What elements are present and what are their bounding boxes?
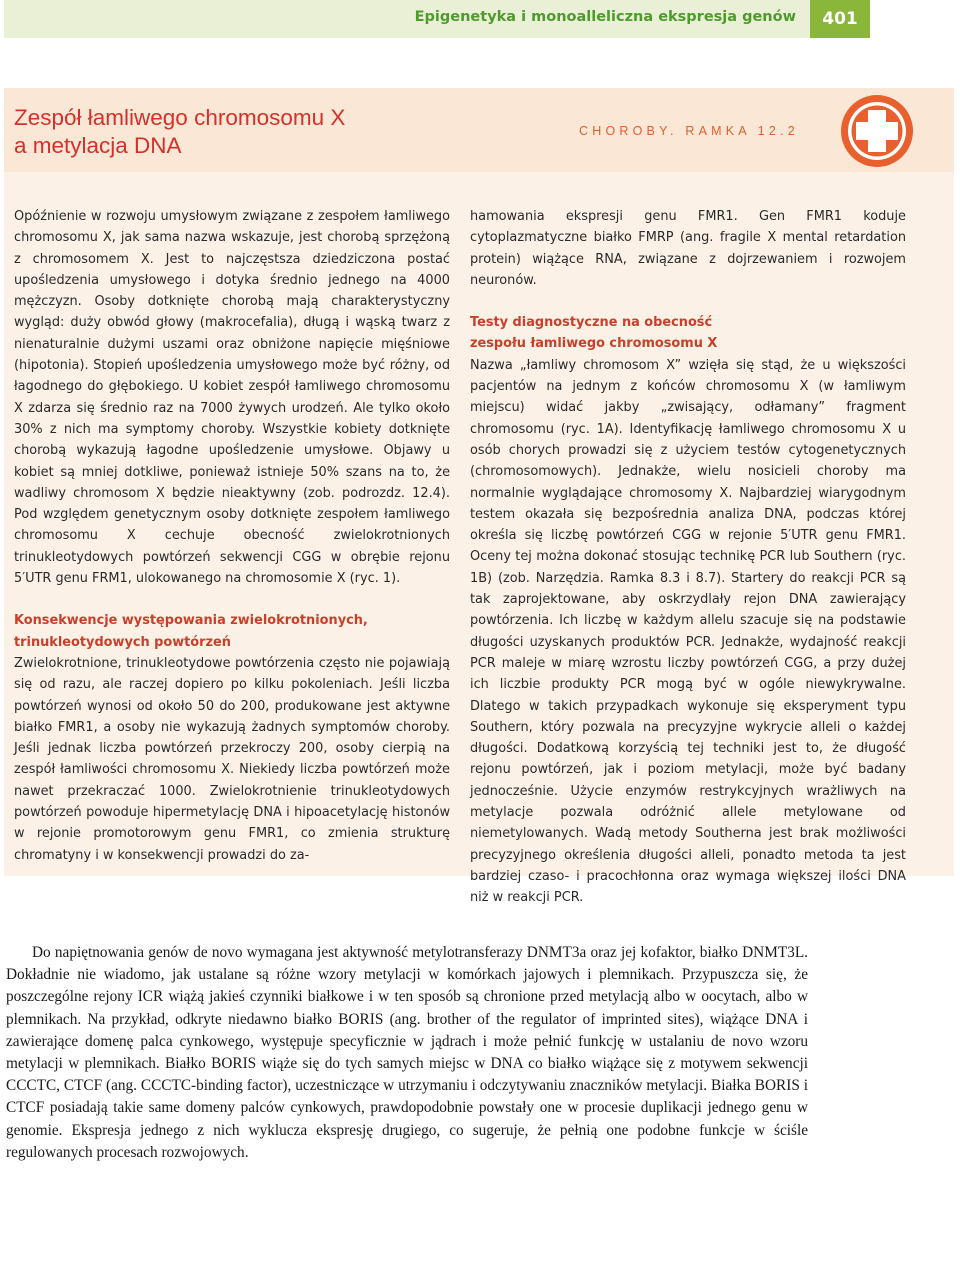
medical-cross-icon bbox=[839, 93, 915, 169]
box-label: CHOROBY. RAMKA 12.2 bbox=[579, 124, 799, 138]
box-title-line2: a metylacja DNA bbox=[14, 133, 182, 158]
box-title-line1: Zespół łamliwego chromosomu X bbox=[14, 105, 346, 130]
running-head-bar bbox=[4, 0, 810, 38]
box-paragraph: Opóźnienie w rozwoju umysłowym związane z zespołem łamliwego chromosomu X, jak sama nazwa wskazuje, jest chorobą sprzężoną z chromosomem X. Jest to najczęstsza dziedziczona postać upośledzenia umysłowego i dotyka średnio jednego na 4000 mężczyzn. Osoby dotknięte chorobą mają charakterystyczny wygląd: duży obwód głowy (makrocefalia), długą i wąską twarz z nienaturalnie dużymi uszami oraz obniżone napięcie mięśniowe (hipotonia). Stopień upośledzenia umysłowego może być różny, od łagodnego do głębokiego. U kobiet zespół łamliwego chromosomu X zdarza się średnio raz na 7000 żywych urodzeń. Ale tylko około 30% z nich ma symptomy choroby. Wszystkie kobiety dotknięte chorobą wykazują łagodne upośledzenie umysłowe. Objawy u kobiet są mniej dotkliwe, ponieważ istnieje 50% szans na to, że wadliwy chromosom X będzie nieaktywny (zob. podrozdz. 12.4). Pod względem genetycznym osoby dotknięte zespołem łamliwego chromosomu X cechuje obecność zwielokrotnionych trinukleotydowych powtórzeń sekwencji CGG w obrębie rejonu 5′UTR genu FRM1, ulokowanego na chromosomie X (ryc. 1). bbox=[14, 209, 450, 587]
box-heading-line1: Konsekwencje występowania zwielokrotnionych, bbox=[14, 613, 368, 629]
box-section-heading bbox=[14, 610, 450, 653]
disease-box bbox=[4, 88, 954, 906]
box-heading-line2: zespołu łamliwego chromosomu X bbox=[470, 336, 718, 352]
box-heading-line1: Testy diagnostyczne na obecność bbox=[470, 315, 713, 331]
box-paragraph: Nazwa „łamliwy chromosom X” wzięła się stąd, że u większości pacjentów na jednym z końców chromosomu X (w łamliwym miejscu) widać jakby „zwisający, odłamany” fragment chromosomu (ryc. 1A). Identyfikację łamliwego chromosomu X u osób chorych prowadzi się z użyciem testów cytogenetycznych (chromosomowych). Jednakże, wielu nosicieli choroby ma normalnie wyglądające chromosomy X. Najbardziej wiarygodnym testem okazała się bezpośrednia analiza DNA, podczas której określa się liczbę powtórzeń CGG w rejonie 5′UTR genu FMR1. Oceny tej można dokonać stosując technikę PCR lub Southern (ryc. 1B) (zob. Narzędzia. Ramka 8.3 i 8.7). Startery do reakcji PCR są tak zaprojektowane, aby oskrzydlały rejon DNA zawierający powtórzenia. Ich liczbę w każdym allelu szacuje się na podstawie długości uzyskanych produktów PCR. Jednakże, wydajność reakcji PCR maleje w miarę wzrostu liczby powtórzeń CGG, a przy dużej ich liczbie produkty PCR mogą być w ogóle niewykrywalne. Dlatego w takich przypadkach wykonuje się eksperyment typu Southern, który pozwala na precyzyjne wykrycie alleli o każdej długości. Dodatkową korzyścią tej techniki jest to, że długość rejonu powtórzeń, jak i poziom metylacji, może być badany jednocześnie. Użycie enzymów restrykcyjnych wrażliwych na metylacje pozwala odróżnić allele metylowane od niemetylowanych. Wadą metody Southerna jest brak możliwości precyzyjnego określenia długości alleli, ponadto metoda ta jest bardziej czaso- i pracochłonna oraz wymaga większej ilości DNA niż w reakcji PCR. bbox=[470, 357, 906, 906]
box-heading-line2: trinukleotydowych powtórzeń bbox=[14, 634, 231, 650]
main-paragraph bbox=[6, 942, 808, 1164]
box-title bbox=[14, 104, 345, 160]
box-paragraph: hamowania ekspresji genu FMR1. Gen FMR1 koduje cytoplazmatyczne białko FMRP (ang. fragile X mental retardation protein) wiążące RNA, związane z dojrzewaniem i rozwojem neuronów. bbox=[470, 209, 906, 288]
main-paragraph-text: Do napiętnowania genów de novo wymagana jest aktywność metylotransferazy DNMT3a oraz jej kofaktor, białko DNMT3L. Dokładnie nie wiadomo, jak ustalane są różne wzory metylacji w komórkach jajowych i plemnikach. Przypuszcza się, że poszczególne rejony ICR wiążą jakieś czynniki białkowe i w ten sposób są chronione przed metylacją albo w oocytach, albo w plemnikach. Na przykład, odkryte niedawno białko BORIS (ang. brother of the regulator of imprinted sites), wiążące DNA i zawierające domenę palca cynkowego, występuje specyficznie w jądrach i może pełnić funkcję w ustalaniu de novo wzoru metylacji w plemnikach. Białko BORIS wiąże się do tych samych miejsc w DNA co białko wiążące się z motywem sekwencji CCCTC, CTCF (ang. CCCTC-binding factor), uczestniczące w utrzymaniu i odczytywaniu znaczników metylacji. Białka BORIS i CTCF posiadają takie same domeny palców cynkowych, prawdopodobnie powstały one w procesie duplikacji jednego genu w genomie. Ekspresja jednego z nich wyklucza ekspresję drugiego, co sugeruje, że pełnią one podobne funkcje w ściśle regulowanych procesach rozwojowych. bbox=[6, 944, 808, 1161]
box-title-band bbox=[4, 88, 954, 172]
running-head: Epigenetyka i monoalleliczna ekspresja genów bbox=[414, 9, 796, 25]
box-right-column bbox=[470, 206, 906, 909]
box-section-heading bbox=[470, 312, 906, 355]
box-paragraph: Zwielokrotnione, trinukleotydowe powtórzenia często nie pojawiają się od razu, ale raczej dopiero po kilku pokoleniach. Jeśli liczba powtórzeń wynosi od około 50 do 200, produkowane jest aktywne białko FMR1, a osoby nie wykazują żadnych symptomów choroby. Jeśli jednak liczba powtórzeń przekroczy 200, osoby cierpią na zespół łamliwości chromosomu X. Niekiedy liczba powtórzeń może nawet przekraczać 1000. Zwielokrotnienie trinukleotydowych powtórzeń powoduje hipermetylację DNA i hipoacetylację histonów w rejonie promotorowym genu FMR1, co zmienia strukturę chromatyny i w konsekwencji prowadzi do za- bbox=[14, 655, 450, 863]
page-number: 401 bbox=[810, 0, 870, 38]
box-left-column bbox=[14, 206, 450, 866]
